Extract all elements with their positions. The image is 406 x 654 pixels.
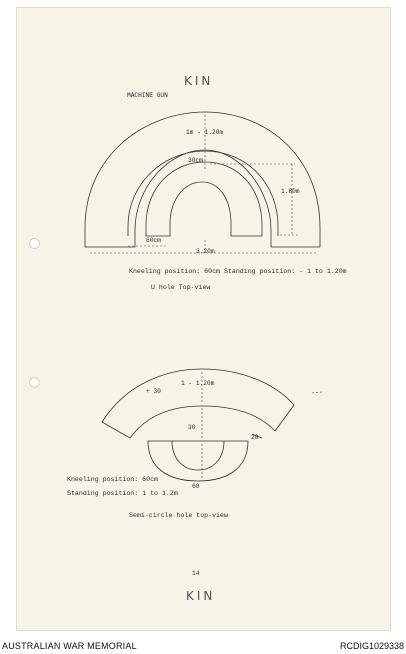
page-number: 14 — [192, 570, 200, 577]
figure1-dim-180: 1.80m — [281, 188, 300, 195]
figure2-caption-kneeling: Kneeling position: 60cm — [67, 476, 159, 483]
figure1-dim-30cm: 30cm — [188, 157, 203, 164]
archive-footer — [0, 638, 406, 654]
figure1-dim-320: 3.20m — [196, 248, 215, 255]
figure1-caption-view: U hole Top-view — [151, 284, 211, 291]
figure1-dim-top: 1m - 1.20m — [186, 129, 224, 136]
figure1-dim-60cm: 60cm — [146, 237, 161, 244]
figure2-dim-top: 1 - 1.20m — [181, 380, 215, 387]
footer-source-label: AUSTRALIAN WAR MEMORIAL — [2, 641, 137, 651]
figure2-dim-plus30: + 30 — [146, 388, 161, 395]
handwritten-mark-top: KIN — [184, 74, 214, 88]
figure2-dim-60: 60 — [192, 483, 200, 490]
figure1-caption-positions: Kneeling position: 60cm Standing position: - 1 to 1.20m — [129, 268, 347, 275]
figure2-caption-standing: Standing position: 1 to 1.2m — [67, 490, 178, 497]
handwritten-mark-bottom: KIN — [186, 589, 216, 603]
figure2-caption-view: Semi-circle hole top-view — [129, 512, 228, 519]
figure2-dim-20: 20 — [251, 434, 259, 441]
figure2-dim-30: 30 — [188, 424, 196, 431]
footer-record-id: RCDIG1029338 — [339, 641, 404, 651]
figure1-title: MACHINE GUN — [127, 92, 168, 99]
